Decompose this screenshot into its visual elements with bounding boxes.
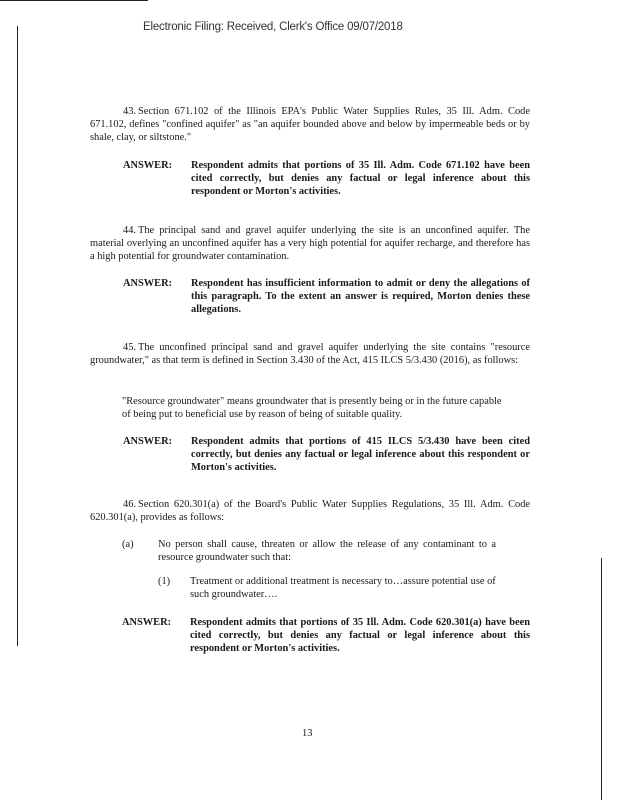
subsection-1-text: Treatment or additional treatment is necessary to…assure potential use of such groundwater…. — [190, 576, 496, 600]
answer-45: Respondent admits that portions of 415 ILCS 5/3.430 have been cited correctly, but denies any factual or legal inference about this respondent or Morton's activities. — [191, 436, 530, 473]
paragraph-45 — [90, 342, 530, 368]
answer-label: ANSWER: — [123, 278, 173, 289]
answer-label: ANSWER: — [123, 160, 173, 171]
paragraph-number: 43. — [123, 106, 136, 117]
answer-43: Respondent admits that portions of 35 Ill. Adm. Code 671.102 have been cited correctly, but denies any factual or legal inference about this respondent or Morton's activities. — [191, 160, 530, 197]
subsection-a-label: (a) — [122, 539, 134, 550]
scan-border-left — [17, 26, 18, 646]
page-number: 13 — [302, 728, 313, 739]
paragraph-text: The unconfined principal sand and gravel aquifer underlying the site contains "resource groundwater," as that term is defined in Section 3.430 of the Act, 415 ILCS 5/3.430 (2016), as follows: — [90, 342, 530, 366]
paragraph-text: Section 620.301(a) of the Board's Public Water Supplies Regulations, 35 Ill. Adm. Code 620.301(a), provides as follows: — [90, 499, 530, 523]
paragraph-number: 45. — [123, 342, 136, 353]
answer-label: ANSWER: — [123, 436, 173, 447]
paragraph-text: The principal sand and gravel aquifer underlying the site is an unconfined aquifer. The material overlying an unconfined aquifer has a very high potential for aquifer recharge, and therefore has a high potential for groundwater contamination. — [90, 225, 530, 262]
paragraph-number: 44. — [123, 225, 136, 236]
answer-46: Respondent admits that portions of 35 Ill. Adm. Code 620.301(a) have been cited correctly, but denies any factual or legal inference about this respondent or Morton's activities. — [190, 617, 530, 654]
paragraph-number: 46. — [123, 499, 136, 510]
electronic-filing-header: Electronic Filing: Received, Clerk's Office 09/07/2018 — [143, 21, 403, 33]
answer-44: Respondent has insufficient information to admit or deny the allegations of this paragraph. To the extent an answer is required, Morton denies these allegations. — [191, 278, 530, 315]
subsection-a-text: No person shall cause, threaten or allow the release of any contaminant to a resource groundwater such that: — [158, 539, 496, 563]
scan-border-top — [0, 0, 148, 1]
paragraph-44 — [90, 225, 530, 263]
quote-resource-groundwater: "Resource groundwater" means groundwater that is presently being or in the future capable of being put to beneficial use by reason of being of suitable quality. — [122, 396, 502, 420]
subsection-1-label: (1) — [158, 576, 171, 587]
paragraph-text: Section 671.102 of the Illinois EPA's Public Water Supplies Rules, 35 Ill. Adm. Code 671.102, defines "confined aquifer" as "an aquifer bounded above and below by impermeable beds or by shale, clay, or siltstone." — [90, 106, 530, 143]
answer-label: ANSWER: — [122, 617, 172, 628]
paragraph-46 — [90, 499, 530, 525]
paragraph-43 — [90, 106, 530, 144]
scan-border-right — [601, 558, 602, 800]
